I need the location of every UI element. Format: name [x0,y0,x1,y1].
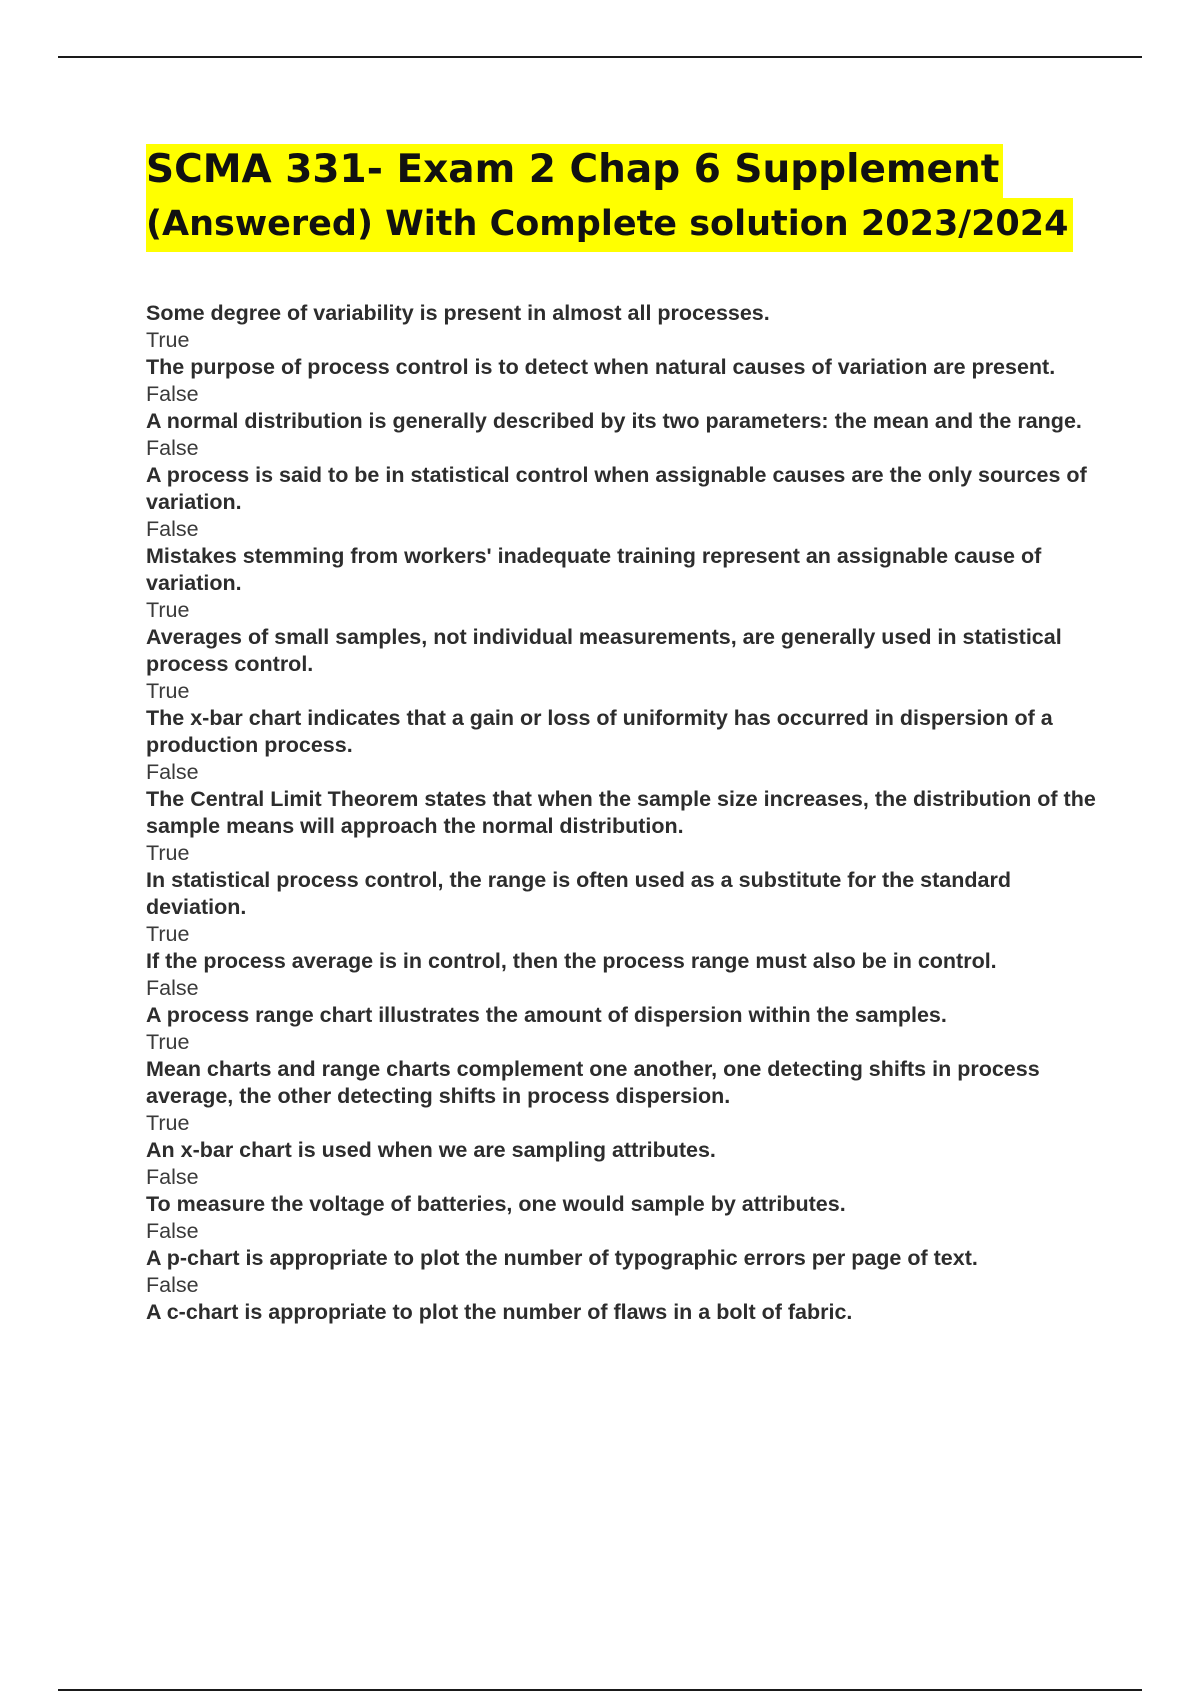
answer-text: False [146,436,199,460]
question-text: The Central Limit Theorem states that when the sample size increases, the distribution of the sample means will approach the normal distribution. [146,787,1096,838]
question-text: An x-bar chart is used when we are sampling attributes. [146,1138,716,1162]
question-text: Mean charts and range charts complement one another, one detecting shifts in process average, the other detecting shifts in process dispersion. [146,1057,1040,1108]
question-text: In statistical process control, the range is often used as a substitute for the standard deviation. [146,868,1011,919]
answer-text: False [146,1219,199,1243]
question-text: The purpose of process control is to detect when natural causes of variation are present. [146,355,1056,379]
answer-text: False [146,1273,199,1297]
answer-text: True [146,679,190,703]
question-text: Mistakes stemming from workers' inadequate training represent an assignable cause of variation. [146,544,1042,595]
document-title [146,144,1106,252]
answer-text: False [146,382,199,406]
answer-text: False [146,976,199,1000]
top-rule [58,56,1142,58]
answer-text: True [146,922,190,946]
question-text: If the process average is in control, then the process range must also be in control. [146,949,997,973]
answer-text: False [146,760,199,784]
answer-text: True [146,1111,190,1135]
question-text: The x-bar chart indicates that a gain or loss of uniformity has occurred in dispersion of a production process. [146,706,1053,757]
bottom-rule [58,1689,1142,1691]
question-text: A process range chart illustrates the amount of dispersion within the samples. [146,1003,947,1027]
answer-text: True [146,598,190,622]
answer-text: True [146,841,190,865]
question-text: Averages of small samples, not individual measurements, are generally used in statistical process control. [146,625,1062,676]
question-answer-list [146,300,1096,1326]
title-line-2: (Answered) With Complete solution 2023/2024 [146,198,1073,252]
question-text: To measure the voltage of batteries, one would sample by attributes. [146,1192,846,1216]
answer-text: False [146,517,199,541]
question-text: A p-chart is appropriate to plot the number of typographic errors per page of text. [146,1246,978,1270]
question-text: Some degree of variability is present in almost all processes. [146,301,770,325]
question-text: A process is said to be in statistical control when assignable causes are the only sources of variation. [146,463,1087,514]
answer-text: True [146,1030,190,1054]
answer-text: True [146,328,190,352]
answer-text: False [146,1165,199,1189]
question-text: A c-chart is appropriate to plot the number of flaws in a bolt of fabric. [146,1300,853,1324]
question-text: A normal distribution is generally described by its two parameters: the mean and the range. [146,409,1082,433]
title-line-1: SCMA 331- Exam 2 Chap 6 Supplement [146,144,1003,198]
